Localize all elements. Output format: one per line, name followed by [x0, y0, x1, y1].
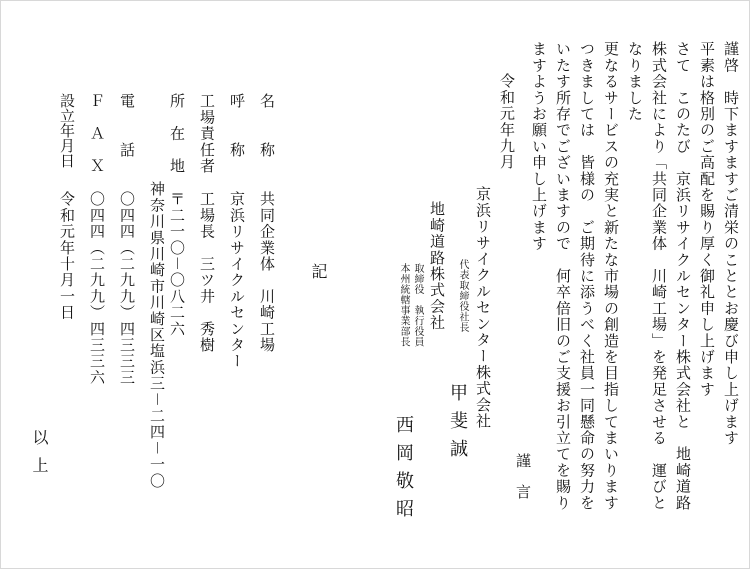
sender1-name: 甲斐誠 — [447, 383, 468, 467]
detail-label-fax: Ｆ Ａ Ｘ — [88, 93, 106, 174]
detail-value-tel: 〇四四（二九九）四三三三 — [118, 191, 136, 386]
body-line-9: ますようお願い申し上げます — [530, 41, 548, 252]
detail-value-fax: 〇四四（二九九）四三三六 — [88, 191, 106, 386]
body-line-2: 平素は格別のご高配を賜り厚く御礼申し上げます — [698, 41, 716, 398]
detail-value-call: 京浜リサイクルセンター — [228, 191, 246, 370]
detail-value-postal: 〒二一〇－〇八二六 — [168, 191, 186, 337]
sender1-company: 京浜リサイクルセンター株式会社 — [474, 186, 492, 429]
detail-value-name: 共同企業体 川崎工場 — [258, 191, 276, 353]
body-line-6: 更なるサービスの充実と新たな市場の創造を目指してまいります — [602, 41, 620, 511]
body-line-5: なりました — [626, 41, 644, 122]
detail-value-established: 令和元年十月一日 — [58, 191, 76, 321]
ki-heading: 記 — [309, 263, 328, 281]
sender2-title1: 取締役 執行役員 — [412, 263, 423, 347]
ijou-end-mark: 以上 — [30, 429, 49, 485]
detail-label-manager: 工場責任者 — [198, 93, 216, 174]
detail-label-name: 名 称 — [258, 93, 276, 158]
closing-word: 謹言 — [514, 453, 532, 515]
sender2-company: 地崎道路株式会社 — [428, 201, 446, 331]
sender2-title2: 本州統轄事業部長 — [398, 263, 409, 347]
body-line-7: つきましては 皆様の ご期待に添うべく社員一同懸命の努力を — [578, 41, 596, 511]
detail-value-address: 神奈川県川崎市川崎区塩浜三－二四－一〇 — [148, 181, 166, 489]
body-line-1: 謹啓 時下ますますご清栄のこととお慶び申し上げます — [722, 41, 740, 446]
sender2-name: 西岡敬昭 — [393, 415, 414, 527]
body-line-8: いたす所存でございますので 何卒倍旧のご支援お引立てを賜り — [554, 41, 572, 511]
letter-date: 令和元年九月 — [498, 73, 516, 171]
detail-label-established: 設立年月日 — [58, 93, 76, 168]
detail-value-manager: 工場長 三ツ井 秀樹 — [198, 191, 216, 353]
sender1-title: 代表取締役社長 — [457, 259, 468, 333]
detail-label-address: 所 在 地 — [168, 93, 186, 174]
body-line-4: 株式会社により「共同企業体 川崎工場」を発足させる 運びと — [650, 41, 668, 511]
body-line-3: さて このたび 京浜リサイクルセンター株式会社と 地崎道路 — [674, 41, 692, 511]
detail-label-call: 呼 称 — [228, 93, 246, 158]
detail-label-tel: 電 話 — [118, 93, 136, 158]
